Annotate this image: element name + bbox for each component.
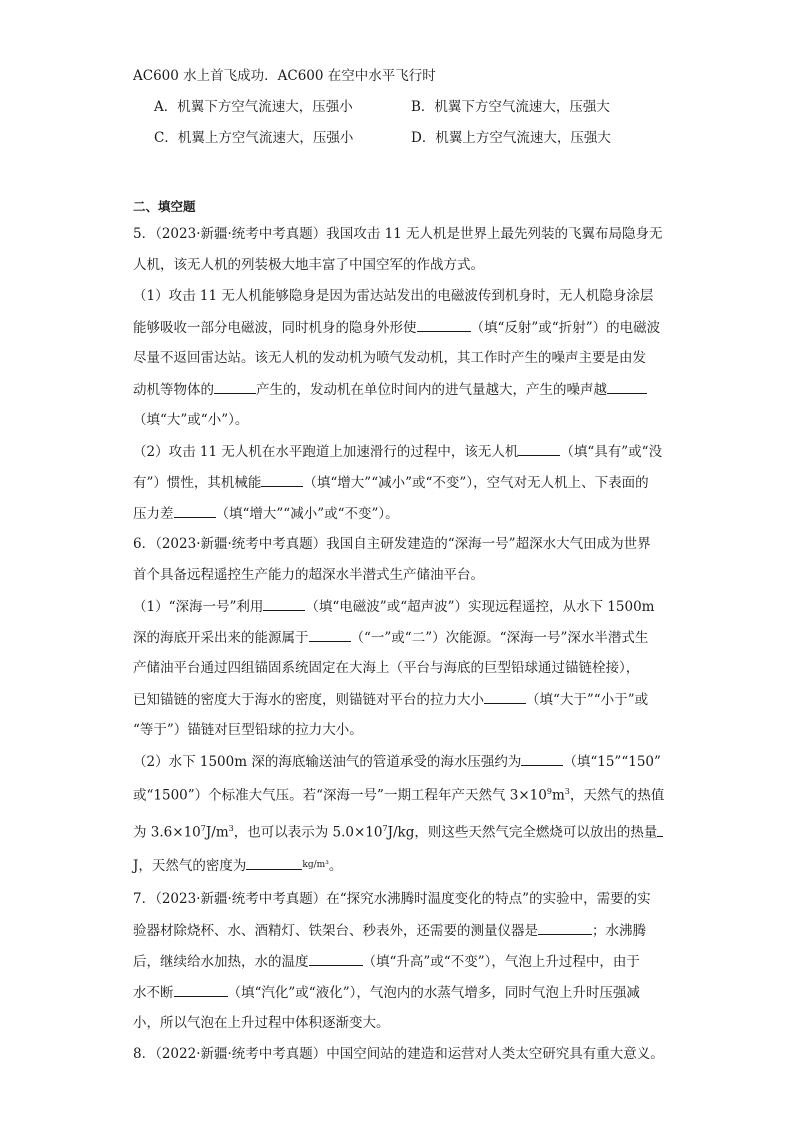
section-title: 二、填空题 (133, 199, 196, 214)
q6-line-9-exp: 9 (546, 787, 552, 796)
q5-line-8-text-a: （2）攻击 11 无人机在水平跑道上加速滑行的过程中，该无人机 (133, 444, 519, 460)
q5-blank-2[interactable] (214, 379, 256, 394)
q5-line-1: 5．（2023·新疆·统考中考真题）我国攻击 11 无人机是世界上最先列装的飞翼布局隐身无 (133, 226, 663, 242)
q6-line-10-text-d: J/kg，则这些天然气完全燃烧可以放出的热量 (387, 824, 658, 841)
q5-line-7: （填“大”或“小”）。 (133, 412, 249, 428)
q6-line-8-text-b: （填“15”“150” (563, 754, 661, 770)
q5-line-4 (133, 317, 660, 338)
q6-line-5: 产储油平台通过四组锚固系统固定在大海上（平台与海底的巨型铅球通过锚链栓接）， (133, 660, 640, 676)
q6-line-11-text-b: 。 (328, 858, 343, 874)
q5-line-4-text-a: 能够吸收一部分电磁波，同时机身的隐身外形使 (133, 320, 417, 336)
q7-blank-1[interactable] (538, 920, 592, 935)
q6-blank-2[interactable] (309, 627, 351, 642)
q7-blank-2[interactable] (309, 951, 363, 966)
q7-line-3-text-b: （填“升高”或“不变”），气泡上升过程中，由于 (362, 954, 640, 970)
q6-line-11-text-a: J，天然气的密度为 (133, 858, 247, 874)
q5-line-6-text-b: 产生的，发动机在单位时间内的进气量越大，产生的噪声越 (256, 382, 607, 398)
q7-line-3 (133, 951, 640, 972)
q6-line-6-text-b: （填“大于”“小于”或 (526, 692, 649, 708)
q6-line-4-text-b: （“一”或“二”）次能源。“深海一号”深水半潜式生 (350, 630, 649, 646)
q4-option-b: B．机翼下方空气流速大，压强大 (411, 99, 610, 115)
q6-line-6-text-a: 已知锚链的密度大于海水的密度，则锚链对平台的拉力大小 (133, 692, 484, 708)
q5-blank-3[interactable] (607, 379, 647, 394)
q5-line-6-text-a: 动机等物体的 (133, 382, 214, 398)
q6-line-2: 首个具备远程遥控生产能力的超深水半潜式生产储油平台。 (133, 567, 484, 583)
q6-blank-4[interactable] (521, 751, 563, 766)
q5-line-8-text-b: （填“具有”或“没 (560, 444, 663, 460)
q6-line-9 (133, 782, 664, 806)
q5-blank-5[interactable] (261, 472, 303, 487)
q5-line-3: （1）攻击 11 无人机能够隐身是因为雷达站发出的电磁波传到机身时，无人机隐身涂层 (133, 288, 654, 304)
q6-line-3 (133, 596, 654, 617)
q6-line-4 (133, 627, 648, 648)
q5-line-2: 人机，该无人机的列装极大地丰富了中国空军的作战方式。 (133, 257, 484, 273)
q7-line-5: 小，所以气泡在上升过程中体积逐渐变大。 (133, 1015, 390, 1031)
q7-line-3-text-a: 后，继续给水加热，水的温度 (133, 954, 309, 970)
q6-line-1: 6．（2023·新疆·统考中考真题）我国自主研发建造的“深海一号”超深水大气田成为世界 (133, 536, 651, 552)
q6-line-7: “等于”）锚链对巨型铅球的拉力大小。 (133, 722, 363, 738)
q5-line-10-text-b: （填“增大”“减小”或“不变”）。 (215, 506, 399, 522)
q7-line-4-text-b: （填“汽化”或“液化”），气泡内的水蒸气增多，同时气泡上升时压强减 (227, 985, 640, 1001)
q4-option-c: C．机翼上方空气流速大，压强小 (154, 130, 354, 146)
q5-line-8 (133, 441, 662, 462)
q6-blank-5[interactable] (657, 822, 663, 837)
q6-line-10-exp2: 3 (228, 824, 234, 833)
q4-option-a: A．机翼下方空气流速大，压强小 (154, 99, 353, 115)
q6-blank-3[interactable] (484, 689, 526, 704)
q5-line-10 (133, 503, 399, 524)
q5-blank-1[interactable] (417, 317, 471, 332)
q5-line-4-text-b: （填“反射”或“折射”）的电磁波 (470, 320, 661, 336)
q6-line-10-text-c: ，也可以表示为 5.0×10 (233, 824, 383, 841)
q7-line-1: 7．（2023·新疆·统考中考真题）在“探究水沸腾时温度变化的特点”的实验中，需要的实 (133, 891, 651, 907)
q6-line-3-text-a: （1）“深海一号”利用 (133, 599, 264, 615)
q5-blank-4[interactable] (518, 441, 560, 456)
q6-line-10-exp: 7 (200, 824, 206, 833)
q6-line-3-text-b: （填“电磁波”或“超声波”）实现远程遥控，从水下 1500m (305, 599, 655, 615)
q6-line-10-text-a: 为 3.6×10 (133, 824, 201, 841)
q6-line-10-text-b: J/m (205, 824, 229, 841)
q7-blank-3[interactable] (174, 982, 228, 997)
q7-line-2-text-b: ；水沸腾 (592, 923, 646, 939)
q6-line-8 (133, 751, 661, 772)
q6-line-8-text-a: （2）水下 1500m 深的海底输送油气的管道承受的海水压强约为 (133, 754, 522, 770)
q6-line-10-exp3: 7 (382, 824, 388, 833)
q6-line-11 (133, 855, 342, 876)
q4-stem: AC600 水上首飞成功．AC600 在空中水平飞行时 (133, 68, 436, 84)
q7-line-4 (133, 982, 640, 1003)
q7-line-2-text-a: 验器材除烧杯、水、酒精灯、铁架台、秒表外，还需要的测量仪器是 (133, 923, 538, 939)
q5-line-6 (133, 379, 647, 400)
q5-line-10-text-a: 压力差 (133, 506, 174, 522)
q6-line-9-exp2: 3 (564, 787, 570, 796)
q6-blank-1[interactable] (263, 596, 305, 611)
q6-line-9-text-a: 或“1500”）个标准大气压。若“深海一号”一期工程年产天然气 3×10 (133, 787, 547, 804)
q8-line-1: 8．（2022·新疆·统考中考真题）中国空间站的建造和运营对人类太空研究具有重大意义。 (133, 1046, 664, 1062)
q6-blank-6[interactable] (246, 855, 302, 870)
q7-line-4-text-a: 水不断 (133, 985, 174, 1001)
q6-line-10 (133, 819, 663, 843)
q5-line-9-text-a: 有”）惯性，其机械能 (133, 475, 262, 491)
q6-line-4-text-a: 深的海底开采出来的能源属于 (133, 630, 309, 646)
q5-blank-6[interactable] (174, 503, 216, 518)
q5-line-9-text-b: （填“增大”“减小”或“不变”），空气对无人机上、下表面的 (303, 475, 649, 491)
q6-line-9-text-c: ，天然气的热值 (569, 787, 665, 804)
q5-line-5: 尽量不返回雷达站。该无人机的发动机为喷气发动机，其工作时产生的噪声主要是由发 (133, 350, 646, 366)
q6-line-6 (133, 689, 648, 710)
q5-line-9 (133, 472, 649, 493)
q6-line-9-text-b: m (551, 787, 565, 804)
q6-line-11-unit: kg/m³ (302, 860, 329, 870)
q4-option-d: D．机翼上方空气流速大，压强大 (411, 130, 611, 146)
q7-line-2 (133, 920, 646, 941)
